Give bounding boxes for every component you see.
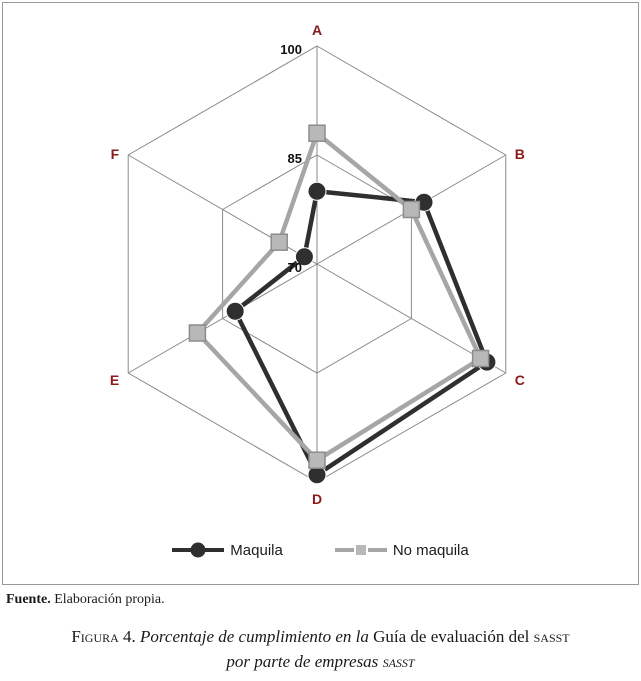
axis-label-a: A: [311, 22, 323, 38]
radar-chart: [3, 3, 636, 580]
marker-no-maquila-a: [309, 125, 325, 141]
caption-figure-number: Figura 4.: [71, 627, 141, 646]
source-label: Fuente.: [6, 592, 51, 607]
chart-panel: [2, 2, 639, 585]
series-no-maquila: [197, 133, 480, 460]
maquila-circle-icon: [191, 543, 206, 558]
legend-label-maquila: Maquila: [230, 541, 283, 559]
source-note: [6, 592, 165, 608]
caption-sasst-2: sasst: [382, 652, 415, 671]
legend-label-no-maquila: No maquila: [392, 541, 469, 559]
caption-line2-text: por parte de empresas: [226, 652, 383, 671]
axis-label-f: F: [110, 146, 120, 162]
figure-caption: [0, 624, 641, 674]
marker-maquila-a: [308, 182, 326, 200]
tick-label-100: 100: [280, 42, 302, 57]
no-maquila-line-icon: [335, 541, 387, 559]
caption-line-1: [0, 624, 641, 649]
tick-label-70: 70: [287, 260, 302, 275]
legend-item-maquila: [172, 541, 283, 559]
maquila-line-icon: [172, 541, 224, 559]
marker-no-maquila-c: [473, 351, 489, 367]
axis-label-d: D: [311, 491, 323, 507]
caption-sasst-1: sasst: [533, 627, 570, 646]
caption-line-2: [0, 649, 641, 674]
tick-label-85: 85: [287, 151, 302, 166]
axis-label-e: E: [109, 372, 120, 388]
chart-legend: [3, 541, 638, 559]
marker-maquila-e: [226, 302, 244, 320]
source-text: Elaboración propia.: [50, 592, 165, 607]
caption-italic-part: Porcentaje de cumplimiento en la: [140, 627, 374, 646]
axis-label-c: C: [514, 372, 525, 388]
legend-item-no-maquila: [335, 541, 469, 559]
axis-label-b: B: [514, 146, 525, 162]
no-maquila-square-icon: [354, 543, 368, 557]
marker-no-maquila-d: [309, 452, 325, 468]
marker-no-maquila-e: [189, 325, 205, 341]
marker-no-maquila-f: [271, 234, 287, 250]
caption-roman-part: Guía de evaluación del: [373, 627, 534, 646]
marker-no-maquila-b: [403, 202, 419, 218]
